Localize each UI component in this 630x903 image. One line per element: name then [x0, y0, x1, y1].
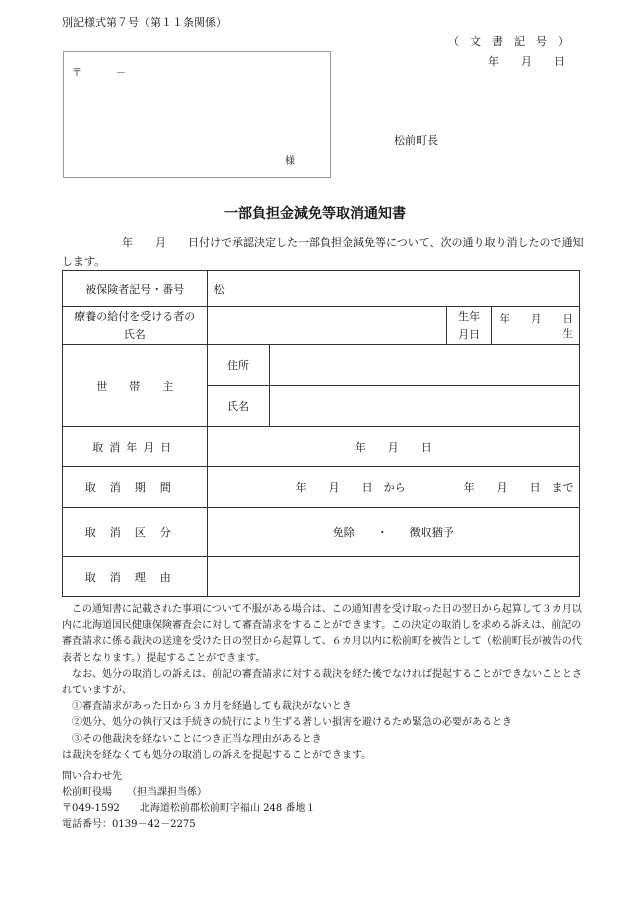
notice-paragraph: は裁決を経なくても処分の取消しの訴えを提起することができます。: [62, 749, 372, 761]
birth-label-line1: 生年: [458, 309, 481, 323]
table-row: [63, 307, 580, 345]
name-label: 氏名: [207, 386, 269, 427]
insured-number-label: 被保険者記号・番号: [63, 271, 208, 307]
postal-code-dash: －: [116, 68, 126, 79]
table-row: [63, 427, 580, 467]
cancel-type-label: 取消区分: [63, 508, 208, 557]
cancel-type-value: 免除 ・ 徴収猶予: [207, 508, 579, 557]
name-value: [269, 386, 580, 427]
table-row: [63, 271, 580, 307]
intro-text: 年 月 日付けで承認決定した一部負担金減免等について、次の通り取り消したので通知します。: [62, 236, 584, 268]
contact-address: 〒049-1592 北海道松前郡松前町字福山 248 番地１: [62, 803, 316, 814]
cancel-period-value: [207, 467, 579, 508]
issue-date: 年 月 日: [488, 55, 565, 68]
birth-date-label: [447, 307, 492, 345]
appeal-notice: [62, 602, 584, 764]
issuer-name: 松前町長: [394, 134, 438, 147]
document-code: （ 文 書 記 号 ）: [448, 35, 569, 48]
table-row: [63, 467, 580, 508]
table-row: [63, 508, 580, 557]
recipient-name-label: [63, 307, 208, 345]
contact-heading: 問い合わせ先: [62, 771, 122, 782]
cancel-period-from: 年 月 日 から: [295, 481, 406, 494]
recipient-name-value: [207, 307, 447, 345]
form-number: 別記様式第７号（第１１条関係）: [62, 16, 227, 29]
household-head-label: 世 帯 主: [63, 345, 208, 427]
notice-item: ②処分、処分の執行又は手続きの続行により生ずる著しい損害を避けるため緊急の必要があるとき: [62, 717, 512, 729]
postal-mark: 〒: [72, 68, 82, 79]
notice-item: ①審査請求があった日から３カ月を経過しても裁決がないとき: [62, 701, 352, 713]
cancel-date-label: 取消年月日: [63, 427, 208, 467]
recipient-honorific: 様: [285, 156, 295, 167]
cancel-period-label: 取消期間: [63, 467, 208, 508]
notice-paragraph: この通知書に記載された事項について不服がある場合は、この通知書を受け取った日の翌日から起算して３カ月以内に北海道国民健康保険審査会に対して審査請求をすることができます。この決定の取消しを求める訴えは、前記の審査請求に係る裁決の送達を受けた日の翌日から起算して、６カ月以内に松前町を被告として（松前町長が被告の代表者となります。）提起することができます。: [62, 604, 582, 664]
notice-table: [62, 270, 580, 597]
cancel-reason-value: [207, 557, 579, 597]
cancel-reason-label: 取消理由: [63, 557, 208, 597]
recipient-label-line2: 氏名: [123, 327, 146, 341]
notice-paragraph: なお、処分の取消しの訴えは、前記の審査請求に対する裁決を経た後でなければ提起することができないこととされていますが、: [62, 668, 582, 697]
birth-label-line2: 月日: [458, 327, 481, 341]
contact-office: 松前町役場 （担当課担当係）: [62, 787, 207, 798]
cancel-date-value: 年 月 日: [207, 427, 579, 467]
table-row: [63, 345, 580, 386]
address-value: [269, 345, 580, 386]
table-row: [63, 557, 580, 597]
intro-paragraph: [62, 233, 584, 271]
address-label: 住所: [207, 345, 269, 386]
contact-phone: 電話番号：0139－42－2275: [62, 819, 196, 830]
notice-item: ③その他裁決を経ないことにつき正当な理由があるとき: [62, 733, 322, 745]
document-title: 一部負担金減免等取消通知書: [224, 206, 406, 222]
contact-block: [62, 769, 315, 833]
cancel-period-to: 年 月 日 まで: [463, 481, 574, 494]
insured-number-value: 松: [207, 271, 579, 307]
birth-date-value: 年 月 日生: [492, 307, 580, 345]
recipient-label-line1: 療養の給付を受ける者の: [74, 309, 196, 323]
